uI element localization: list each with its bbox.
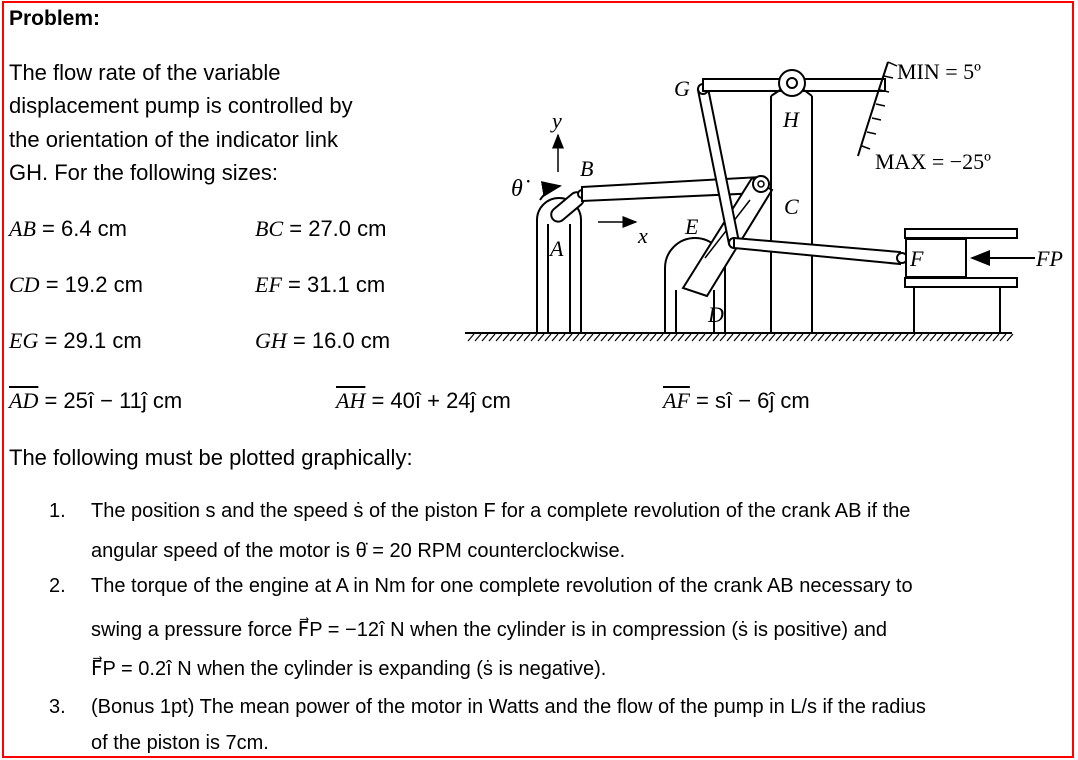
hatch-mark <box>720 334 726 341</box>
link-ef <box>734 238 900 264</box>
hatch-mark <box>881 334 887 341</box>
size-cd: CD = 19.2 cm <box>9 272 143 297</box>
hatch-mark <box>818 334 824 341</box>
hatch-mark <box>503 334 509 341</box>
hatch-mark <box>951 334 957 341</box>
hatch-mark <box>510 334 516 341</box>
hatch-mark <box>657 334 663 341</box>
hatch-mark <box>538 334 544 341</box>
hatch-mark <box>685 334 691 341</box>
label-theta-dot: θ̇ <box>511 176 523 202</box>
label-d: D <box>708 302 724 327</box>
intro-line: the orientation of the indicator link <box>9 127 338 152</box>
item-number: 1. <box>49 500 66 522</box>
label-c: C <box>784 194 799 219</box>
item-line: The position s and the speed ṡ of the piston F for a complete revolution of the crank AB if the <box>91 500 911 522</box>
label-e: E <box>685 214 699 239</box>
hatch-mark <box>713 334 719 341</box>
hatch-mark <box>475 334 481 341</box>
ground-hatch <box>465 333 1013 341</box>
hatch-mark <box>727 334 733 341</box>
hatch-mark <box>517 334 523 341</box>
hatch-mark <box>867 334 873 341</box>
hatch-mark <box>979 334 985 341</box>
hatch-mark <box>790 334 796 341</box>
item-number: 2. <box>49 575 66 597</box>
problem-title: Problem: <box>9 7 101 30</box>
hatch-mark <box>993 334 999 341</box>
size-eg: EG = 29.1 cm <box>9 328 142 353</box>
hatch-mark <box>832 334 838 341</box>
hatch-mark <box>972 334 978 341</box>
label-y: y <box>552 108 562 133</box>
hatch-mark <box>699 334 705 341</box>
hatch-mark <box>965 334 971 341</box>
vector-af: $\overline{AF}$ = sî − 6ĵ cm <box>663 388 810 413</box>
label-force: FP <box>1036 246 1063 271</box>
hatch-mark <box>636 334 642 341</box>
vector-ad: $\overline{AD}$ = 25î − 11ĵ cm <box>9 388 183 413</box>
hatch-mark <box>629 334 635 341</box>
hatch-mark <box>559 334 565 341</box>
hatch-mark <box>839 334 845 341</box>
hatch-mark <box>958 334 964 341</box>
hatch-mark <box>496 334 502 341</box>
hatch-mark <box>545 334 551 341</box>
size-ab: AB = 6.4 cm <box>9 216 127 241</box>
hatch-mark <box>734 334 740 341</box>
hatch-mark <box>622 334 628 341</box>
hatch-mark <box>853 334 859 341</box>
hatch-mark <box>909 334 915 341</box>
plotted-heading: The following must be plotted graphically: <box>9 445 413 470</box>
hatch-mark <box>692 334 698 341</box>
label-h: H <box>783 107 799 132</box>
size-gh: GH = 16.0 cm <box>255 328 391 353</box>
label-max: MAX = −25º <box>875 149 991 174</box>
hatch-mark <box>678 334 684 341</box>
hatch-mark <box>811 334 817 341</box>
hatch-mark <box>608 334 614 341</box>
item-line: F⃗P = 0.2î N when the cylinder is expanding (ṡ is negative). <box>91 658 607 680</box>
indicator-scale <box>858 62 888 156</box>
item-line: (Bonus 1pt) The mean power of the motor in Watts and the flow of the pump in L/s if the radius <box>91 696 926 718</box>
size-ef: EF = 31.1 cm <box>255 272 386 297</box>
intro-line: displacement pump is controlled by <box>9 93 353 118</box>
hatch-mark <box>930 334 936 341</box>
hatch-mark <box>615 334 621 341</box>
hatch-mark <box>1000 334 1006 341</box>
hatch-mark <box>916 334 922 341</box>
hatch-mark <box>748 334 754 341</box>
hatch-mark <box>573 334 579 341</box>
hatch-mark <box>552 334 558 341</box>
hatch-mark <box>671 334 677 341</box>
hatch-mark <box>1007 334 1013 341</box>
label-a: A <box>550 236 564 261</box>
label-x: x <box>638 223 648 248</box>
link-bc <box>582 177 760 201</box>
cylinder-top <box>905 229 1017 238</box>
item-line: The torque of the engine at A in Nm for one complete revolution of the crank AB necessary to <box>91 575 913 597</box>
hatch-mark <box>895 334 901 341</box>
cylinder-bottom <box>905 278 1017 287</box>
hatch-mark <box>664 334 670 341</box>
item-line: angular speed of the motor is θ̇ = 20 RPM counterclockwise. <box>91 540 626 562</box>
hatch-mark <box>650 334 656 341</box>
hatch-mark <box>888 334 894 341</box>
hatch-mark <box>489 334 495 341</box>
hatch-mark <box>741 334 747 341</box>
link-eg <box>698 88 739 244</box>
hatch-mark <box>937 334 943 341</box>
hatch-mark <box>776 334 782 341</box>
hatch-mark <box>769 334 775 341</box>
hatch-mark <box>482 334 488 341</box>
intro-line: The flow rate of the variable <box>9 60 281 85</box>
label-b: B <box>580 156 594 181</box>
item-line: swing a pressure force F⃗P = −12î N when the cylinder is in compression (ṡ is positive) and <box>91 619 887 641</box>
hatch-mark <box>986 334 992 341</box>
hatch-mark <box>755 334 761 341</box>
intro-line: GH. For the following sizes: <box>9 160 278 185</box>
hatch-mark <box>860 334 866 341</box>
label-g: G <box>674 76 690 101</box>
item-line: of the piston is 7cm. <box>91 732 269 754</box>
hatch-mark <box>524 334 530 341</box>
hatch-mark <box>587 334 593 341</box>
hatch-mark <box>531 334 537 341</box>
hatch-mark <box>944 334 950 341</box>
hatch-mark <box>601 334 607 341</box>
hatch-mark <box>594 334 600 341</box>
hatch-mark <box>874 334 880 341</box>
item-number: 3. <box>49 696 66 718</box>
hatch-mark <box>566 334 572 341</box>
hatch-mark <box>902 334 908 341</box>
mechanism-diagram <box>440 50 1063 350</box>
hatch-mark <box>706 334 712 341</box>
hatch-mark <box>468 334 474 341</box>
hatch-mark <box>923 334 929 341</box>
hatch-mark <box>846 334 852 341</box>
hatch-mark <box>797 334 803 341</box>
size-bc: BC = 27.0 cm <box>255 216 387 241</box>
hatch-mark <box>580 334 586 341</box>
label-min: MIN = 5º <box>897 59 982 84</box>
label-f: F <box>910 246 924 271</box>
hatch-mark <box>643 334 649 341</box>
hatch-mark <box>783 334 789 341</box>
hatch-mark <box>825 334 831 341</box>
hatch-mark <box>804 334 810 341</box>
vector-ah: $\overline{AH}$ = 40î + 24ĵ cm <box>336 388 511 413</box>
hatch-mark <box>762 334 768 341</box>
